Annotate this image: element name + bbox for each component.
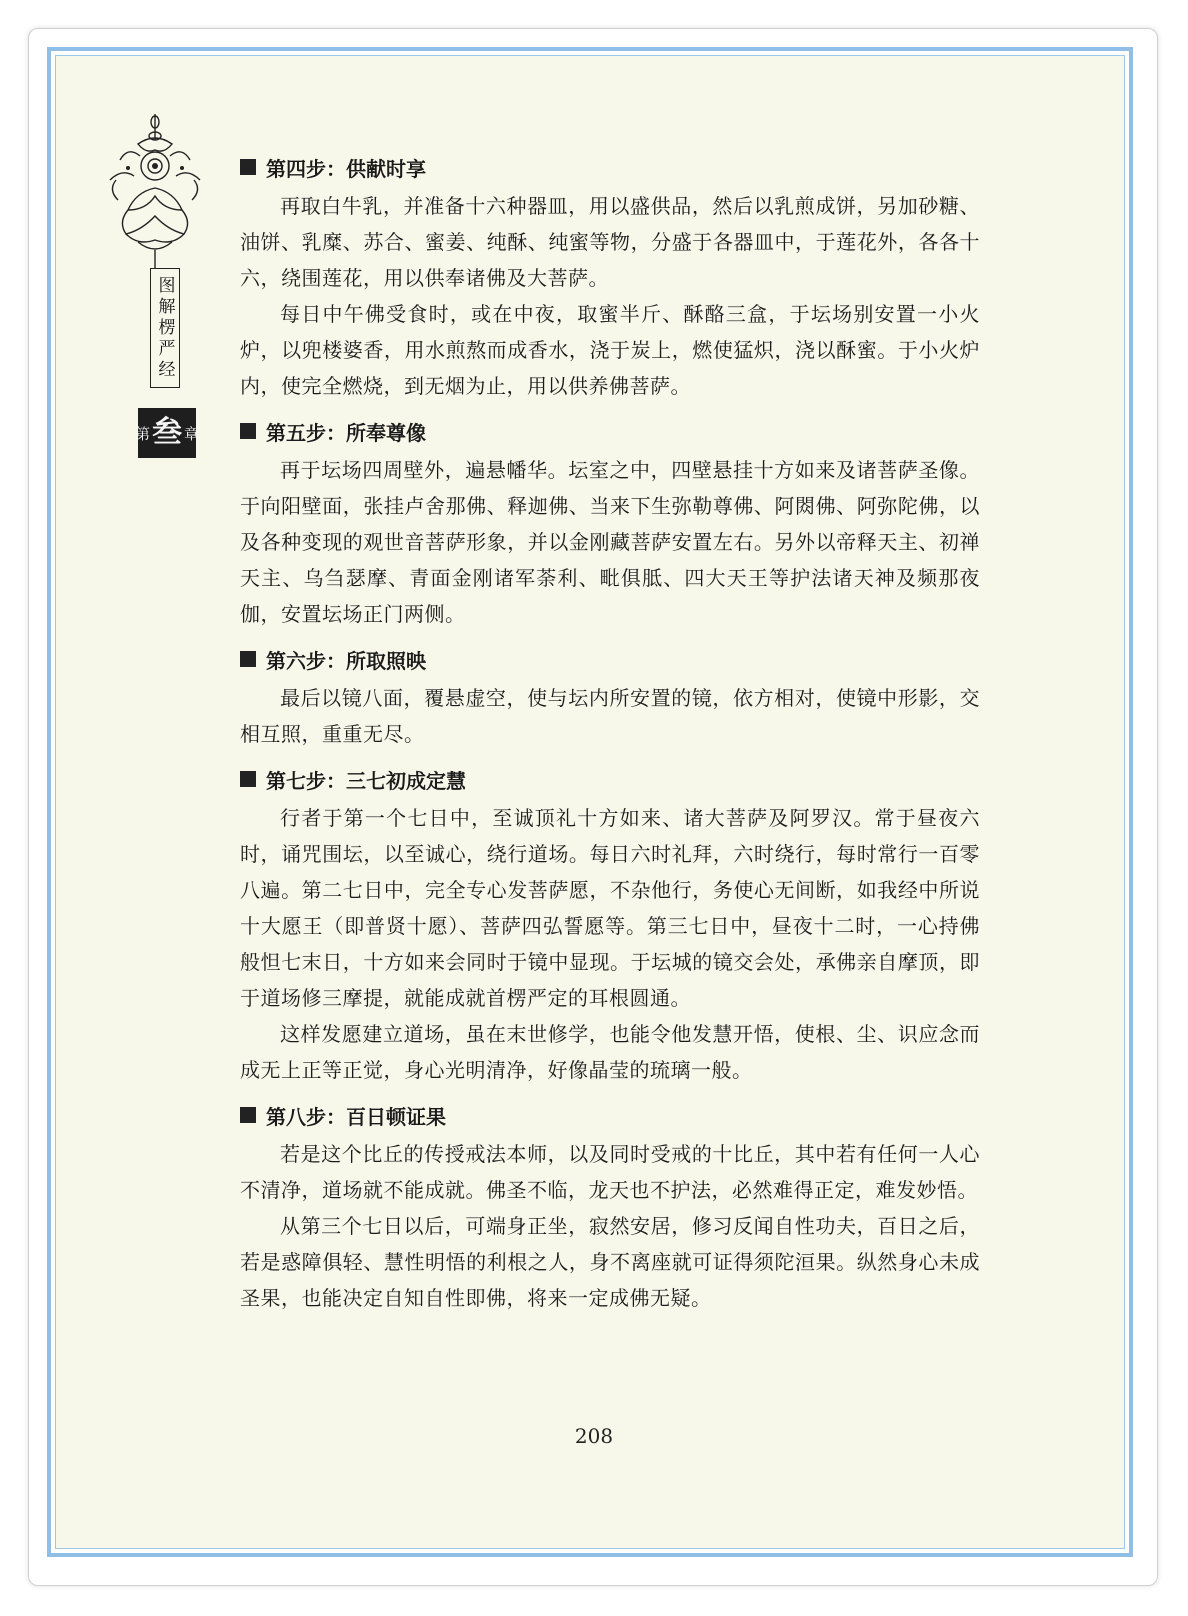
section-heading [240,1098,980,1132]
square-bullet-icon [240,159,256,175]
heading-text: 第八步：百日顿证果 [266,1104,446,1129]
square-bullet-icon [240,1107,256,1123]
paragraph: 每日中午佛受食时，或在中夜，取蜜半斤、酥酪三盒，于坛场别安置一小火炉，以兜楼婆香，用水煎熬而成香水，浇于炭上，燃使猛炽，浇以酥蜜。于小火炉内，使完全燃烧，到无烟为止，用以供养佛菩萨。 [240,302,980,398]
section-heading [240,150,980,184]
section-heading [240,642,980,676]
paragraph: 最后以镜八面，覆悬虚空，使与坛内所安置的镜，依方相对，使镜中形影，交相互照，重重无尽。 [240,686,980,746]
chapter-tab [134,408,200,458]
section-step-4 [240,150,980,404]
section-step-6 [240,642,980,752]
lotus-vajra-ornament-icon [98,110,213,270]
main-text [240,150,980,1316]
section-heading [240,414,980,448]
paragraph: 若是这个比丘的传授戒法本师，以及同时受戒的十比丘，其中若有任何一人心不清净，道场就不能成就。佛圣不临，龙天也不护法，必然难得正定，难发妙悟。 [240,1142,980,1202]
section-step-5 [240,414,980,632]
chapter-prefix: 第 [134,424,150,443]
section-step-8 [240,1098,980,1316]
section-step-7 [240,762,980,1088]
chapter-suffix: 章 [184,424,200,443]
page-number: 208 [574,1424,614,1448]
heading-text: 第四步：供献时享 [266,156,426,181]
paragraph: 再于坛场四周壁外，遍悬幡华。坛室之中，四壁悬挂十方如来及诸菩萨圣像。于向阳壁面，张挂卢舍那佛、释迦佛、当来下生弥勒尊佛、阿閦佛、阿弥陀佛，以及各种变现的观世音菩萨形象，并以金刚藏菩萨安置左右。另外以帝释天主、初禅天主、乌刍瑟摩、青面金刚诸军荼利、毗俱胝、四大天王等护法诸天神及频那夜伽，安置坛场正门两侧。 [240,458,980,626]
heading-text: 第七步：三七初成定慧 [266,768,466,793]
book-title: 图解楞严经 [154,275,175,381]
book-title-label [150,268,180,388]
paragraph: 从第三个七日以后，可端身正坐，寂然安居，修习反闻自性功夫，百日之后，若是惑障俱轻、慧性明悟的利根之人，身不离座就可证得须陀洹果。纵然身心未成圣果，也能决定自知自性即佛，将来一定成佛无疑。 [240,1214,980,1310]
paragraph: 再取白牛乳，并准备十六种器皿，用以盛供品，然后以乳煎成饼，另加砂糖、油饼、乳糜、苏合、蜜姜、纯酥、纯蜜等物，分盛于各器皿中，于莲花外，各各十六，绕围莲花，用以供奉诸佛及大菩萨。 [240,194,980,290]
square-bullet-icon [240,423,256,439]
heading-text: 第五步：所奉尊像 [266,420,426,445]
chapter-number: 叁 [152,415,182,450]
square-bullet-icon [240,651,256,667]
paragraph: 这样发愿建立道场，虽在末世修学，也能令他发慧开悟，使根、尘、识应念而成无上正等正觉，身心光明清净，好像晶莹的琉璃一般。 [240,1022,980,1082]
square-bullet-icon [240,771,256,787]
heading-text: 第六步：所取照映 [266,648,426,673]
paragraph: 行者于第一个七日中，至诚顶礼十方如来、诸大菩萨及阿罗汉。常于昼夜六时，诵咒围坛，以至诚心，绕行道场。每日六时礼拜，六时绕行，每时常行一百零八遍。第二七日中，完全专心发菩萨愿，不杂他行，务使心无间断，如我经中所说十大愿王（即普贤十愿）、菩萨四弘誓愿等。第三七日中，昼夜十二时，一心持佛般怛七末日，十方如来会同时于镜中显现。于坛城的镜交会处，承佛亲自摩顶，即于道场修三摩提，就能成就首楞严定的耳根圆通。 [240,806,980,1010]
section-heading [240,762,980,796]
